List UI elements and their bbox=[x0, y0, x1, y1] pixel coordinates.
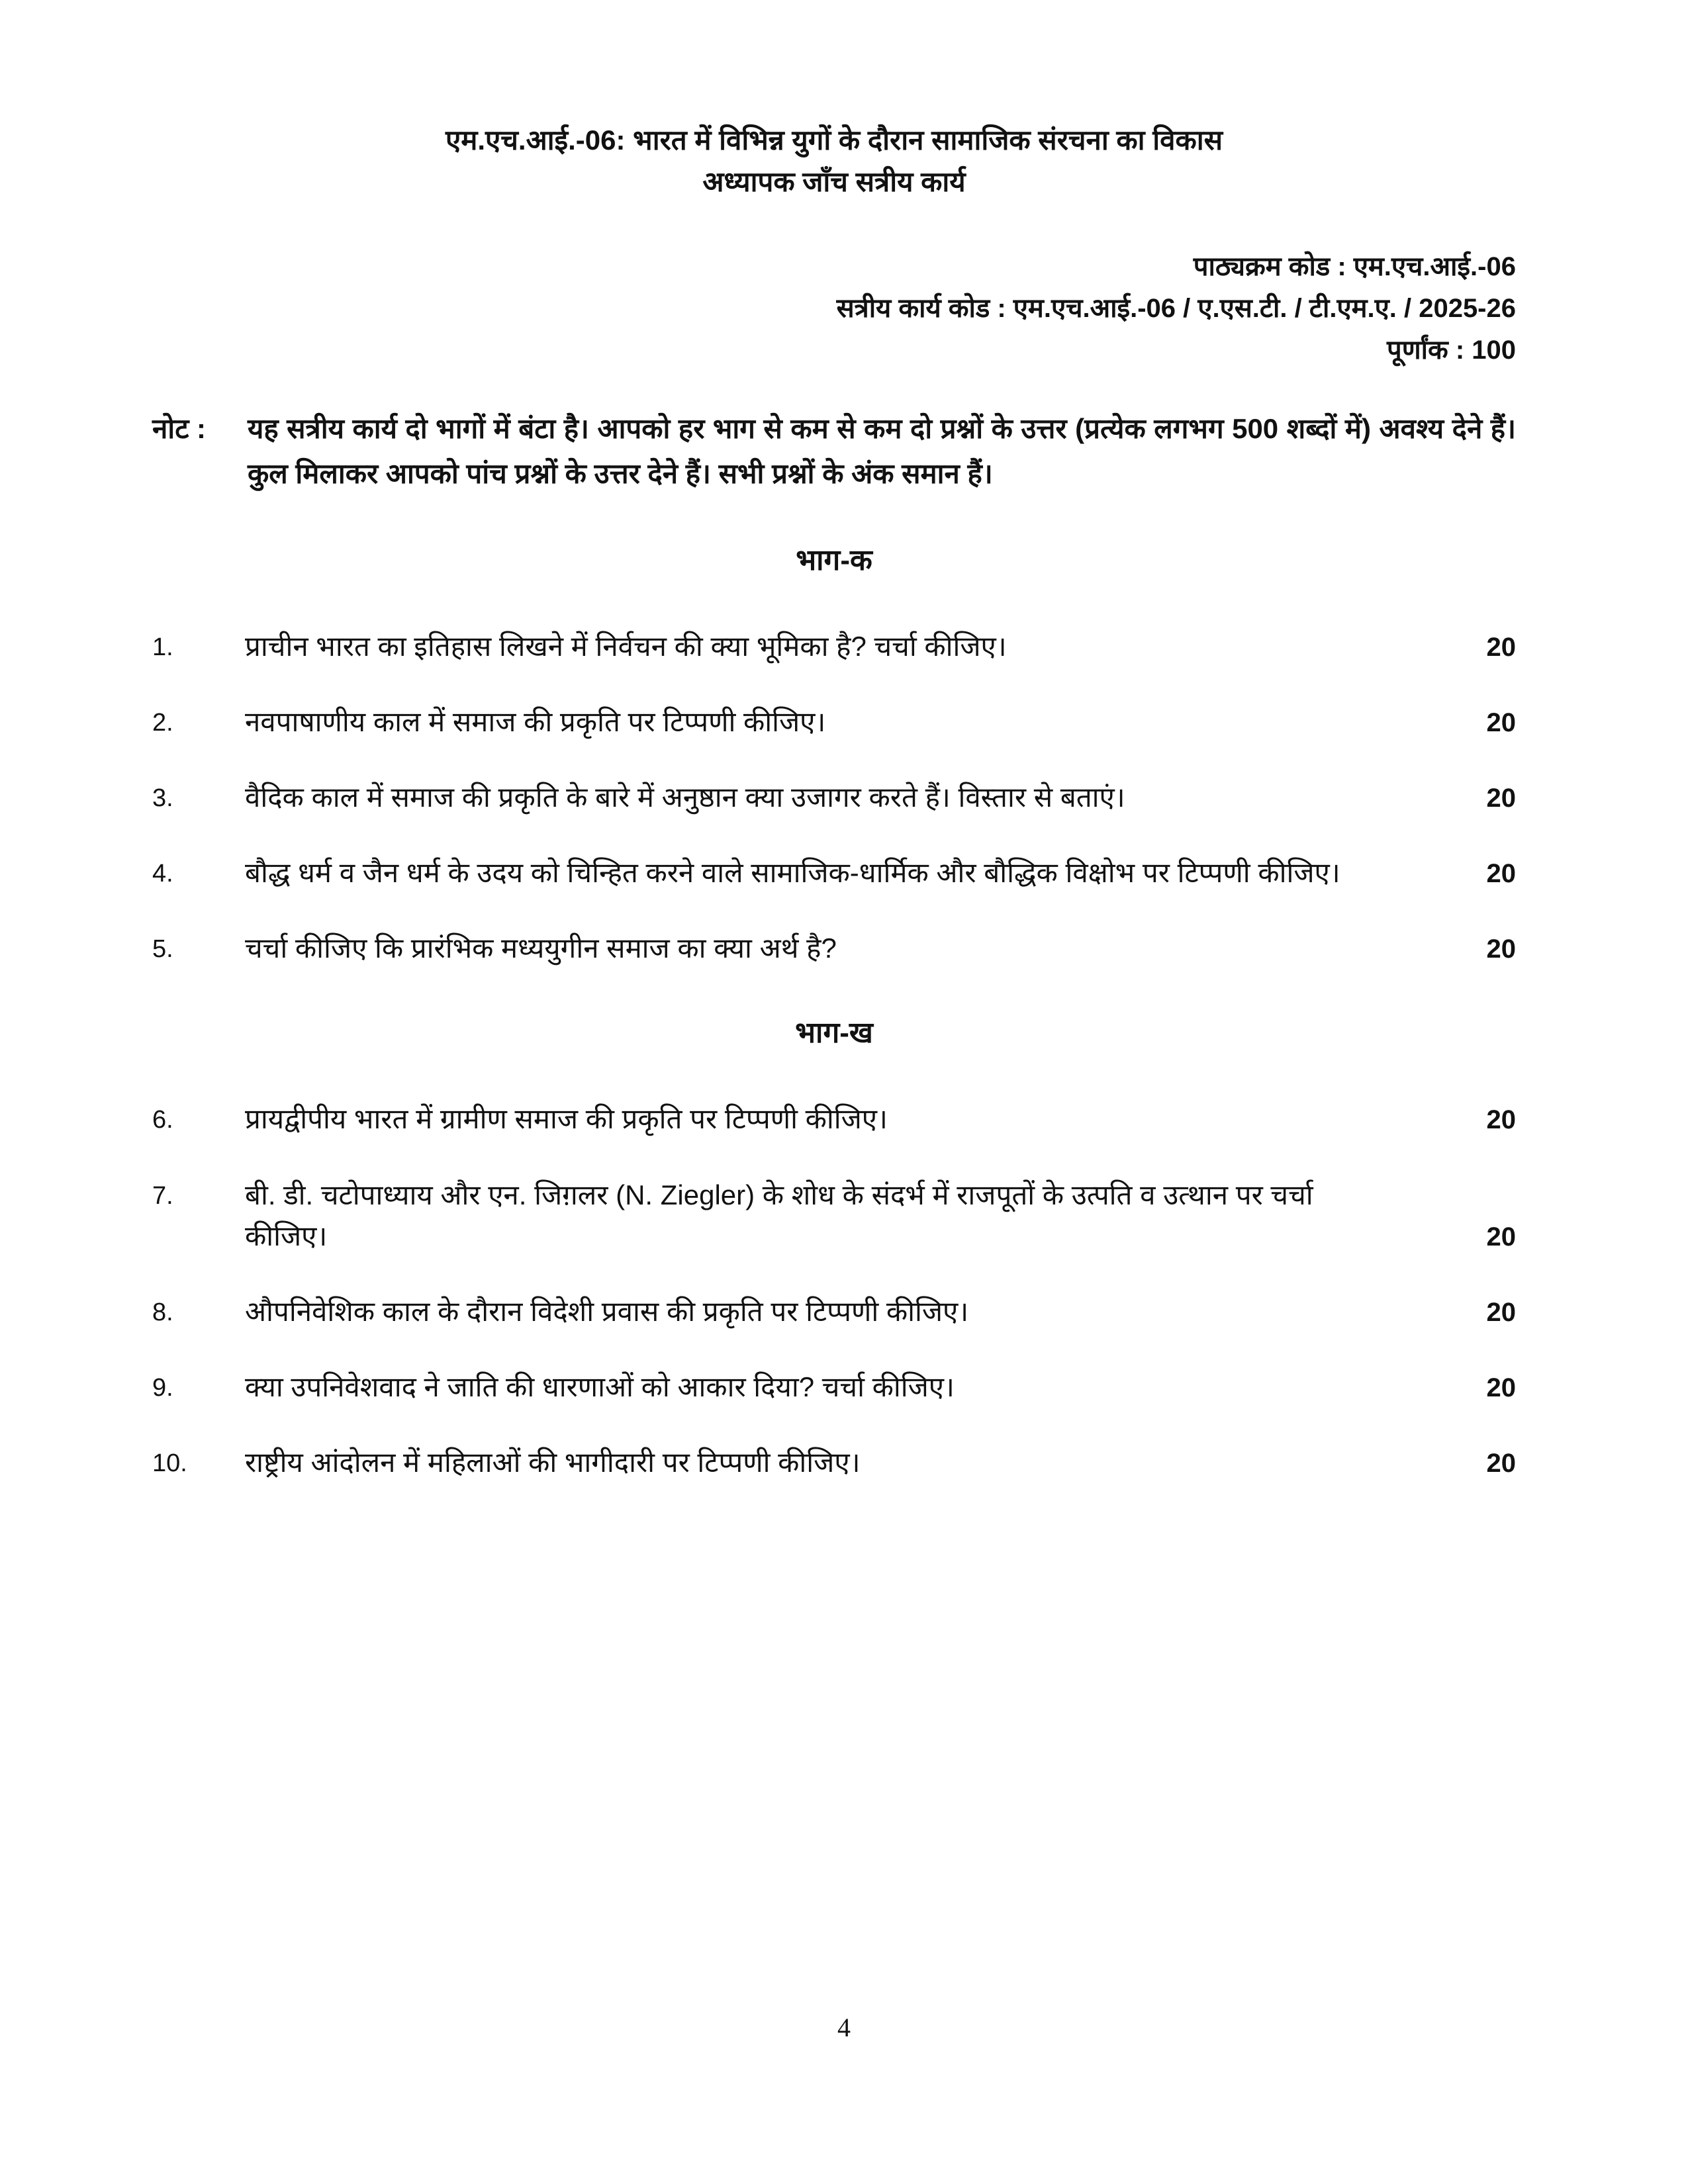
note-label: नोट : bbox=[152, 412, 207, 444]
note-block bbox=[152, 406, 1516, 496]
question-text: प्राचीन भारत का इतिहास लिखने में निर्वचन की क्या भूमिका है? चर्चा कीजिए। bbox=[245, 630, 1007, 662]
question-row bbox=[152, 1442, 1516, 1483]
question-row bbox=[152, 1099, 1516, 1140]
question-text: चर्चा कीजिए कि प्रारंभिक मध्ययुगीन समाज का क्या अर्थ है? bbox=[245, 933, 837, 964]
question-text: बी. डी. चटोपाध्याय और एन. जिग़लर (N. Ziegler) के शोध के संदर्भ में राजपूतों के उत्पति व उत्थान पर चर्चा कीजिए। bbox=[245, 1179, 1313, 1251]
max-marks: पूर्णांक : 100 bbox=[1386, 336, 1516, 365]
question-number: 8. bbox=[152, 1298, 173, 1326]
question-text: प्रायद्वीपीय भारत में ग्रामीण समाज की प्रकृति पर टिप्पणी कीजिए। bbox=[245, 1103, 888, 1135]
question-row bbox=[152, 1175, 1516, 1257]
section-b-questions bbox=[152, 1099, 1516, 1483]
question-number: 6. bbox=[152, 1106, 173, 1134]
question-row bbox=[152, 702, 1516, 743]
question-text: नवपाषाणीय काल में समाज की प्रकृति पर टिप्पणी कीजिए। bbox=[245, 705, 826, 737]
question-row bbox=[152, 928, 1516, 969]
question-marks: 20 bbox=[1486, 859, 1516, 889]
code-block bbox=[152, 246, 1516, 372]
question-marks: 20 bbox=[1486, 934, 1516, 964]
question-number: 1. bbox=[152, 633, 173, 661]
question-row bbox=[152, 852, 1516, 893]
assignment-code: सत्रीय कार्य कोड : एम.एच.आई.-06 / ए.एस.टी. / टी.एम.ए. / 2025-26 bbox=[836, 294, 1516, 324]
question-marks: 20 bbox=[1486, 1449, 1516, 1479]
course-title-line: एम.एच.आई.-06: भारत में विभिन्न युगों के दौरान सामाजिक संरचना का विकास bbox=[445, 124, 1223, 156]
page-number: 4 bbox=[837, 2013, 851, 2042]
section-heading-b: भाग-ख bbox=[795, 1017, 873, 1050]
question-text: वैदिक काल में समाज की प्रकृति के बारे में अनुष्ठान क्या उजागर करते हैं। विस्तार से बताएं। bbox=[245, 781, 1125, 813]
question-marks: 20 bbox=[1486, 1297, 1516, 1327]
question-text: क्या उपनिवेशवाद ने जाति की धारणाओं को आकार दिया? चर्चा कीजिए। bbox=[245, 1371, 955, 1403]
question-number: 4. bbox=[152, 860, 173, 888]
question-marks: 20 bbox=[1486, 632, 1516, 662]
question-row bbox=[152, 1367, 1516, 1408]
page-title bbox=[152, 119, 1516, 203]
question-row bbox=[152, 626, 1516, 667]
question-row bbox=[152, 777, 1516, 818]
question-row bbox=[152, 1291, 1516, 1332]
question-number: 2. bbox=[152, 708, 173, 737]
question-marks: 20 bbox=[1486, 1222, 1516, 1251]
question-text: राष्ट्रीय आंदोलन में महिलाओं की भागीदारी पर टिप्पणी कीजिए। bbox=[245, 1447, 861, 1479]
question-text: औपनिवेशिक काल के दौरान विदेशी प्रवास की प्रकृति पर टिप्पणी कीजिए। bbox=[245, 1295, 969, 1327]
question-number: 10. bbox=[152, 1449, 187, 1478]
question-number: 3. bbox=[152, 784, 173, 812]
question-number: 9. bbox=[152, 1374, 173, 1402]
section-a-questions bbox=[152, 626, 1516, 970]
assignment-type-line: अध्यापक जाँच सत्रीय कार्य bbox=[702, 166, 966, 197]
question-marks: 20 bbox=[1486, 707, 1516, 737]
section-heading-a: भाग-क bbox=[796, 543, 872, 576]
question-number: 5. bbox=[152, 935, 173, 964]
course-code: पाठ्यक्रम कोड : एम.एच.आई.-06 bbox=[1193, 252, 1516, 281]
question-marks: 20 bbox=[1486, 1373, 1516, 1402]
note-text: यह सत्रीय कार्य दो भागों में बंटा है। आपको हर भाग से कम से कम दो प्रश्नों के उत्तर (प्रत्येक लगभग 500 शब्दों में) अवश्य देने हैं। कुल मिलाकर आपको पांच प्रश्नों के उत्तर देने हैं। सभी प्रश्नों के अंक समान हैं। bbox=[248, 412, 1516, 489]
question-number: 7. bbox=[152, 1181, 173, 1210]
question-marks: 20 bbox=[1486, 783, 1516, 813]
question-text: बौद्ध धर्म व जैन धर्म के उदय को चिन्हित करने वाले सामाजिक-धार्मिक और बौद्धिक विक्षोभ पर टिप्पणी कीजिए। bbox=[245, 857, 1340, 889]
question-marks: 20 bbox=[1486, 1105, 1516, 1135]
